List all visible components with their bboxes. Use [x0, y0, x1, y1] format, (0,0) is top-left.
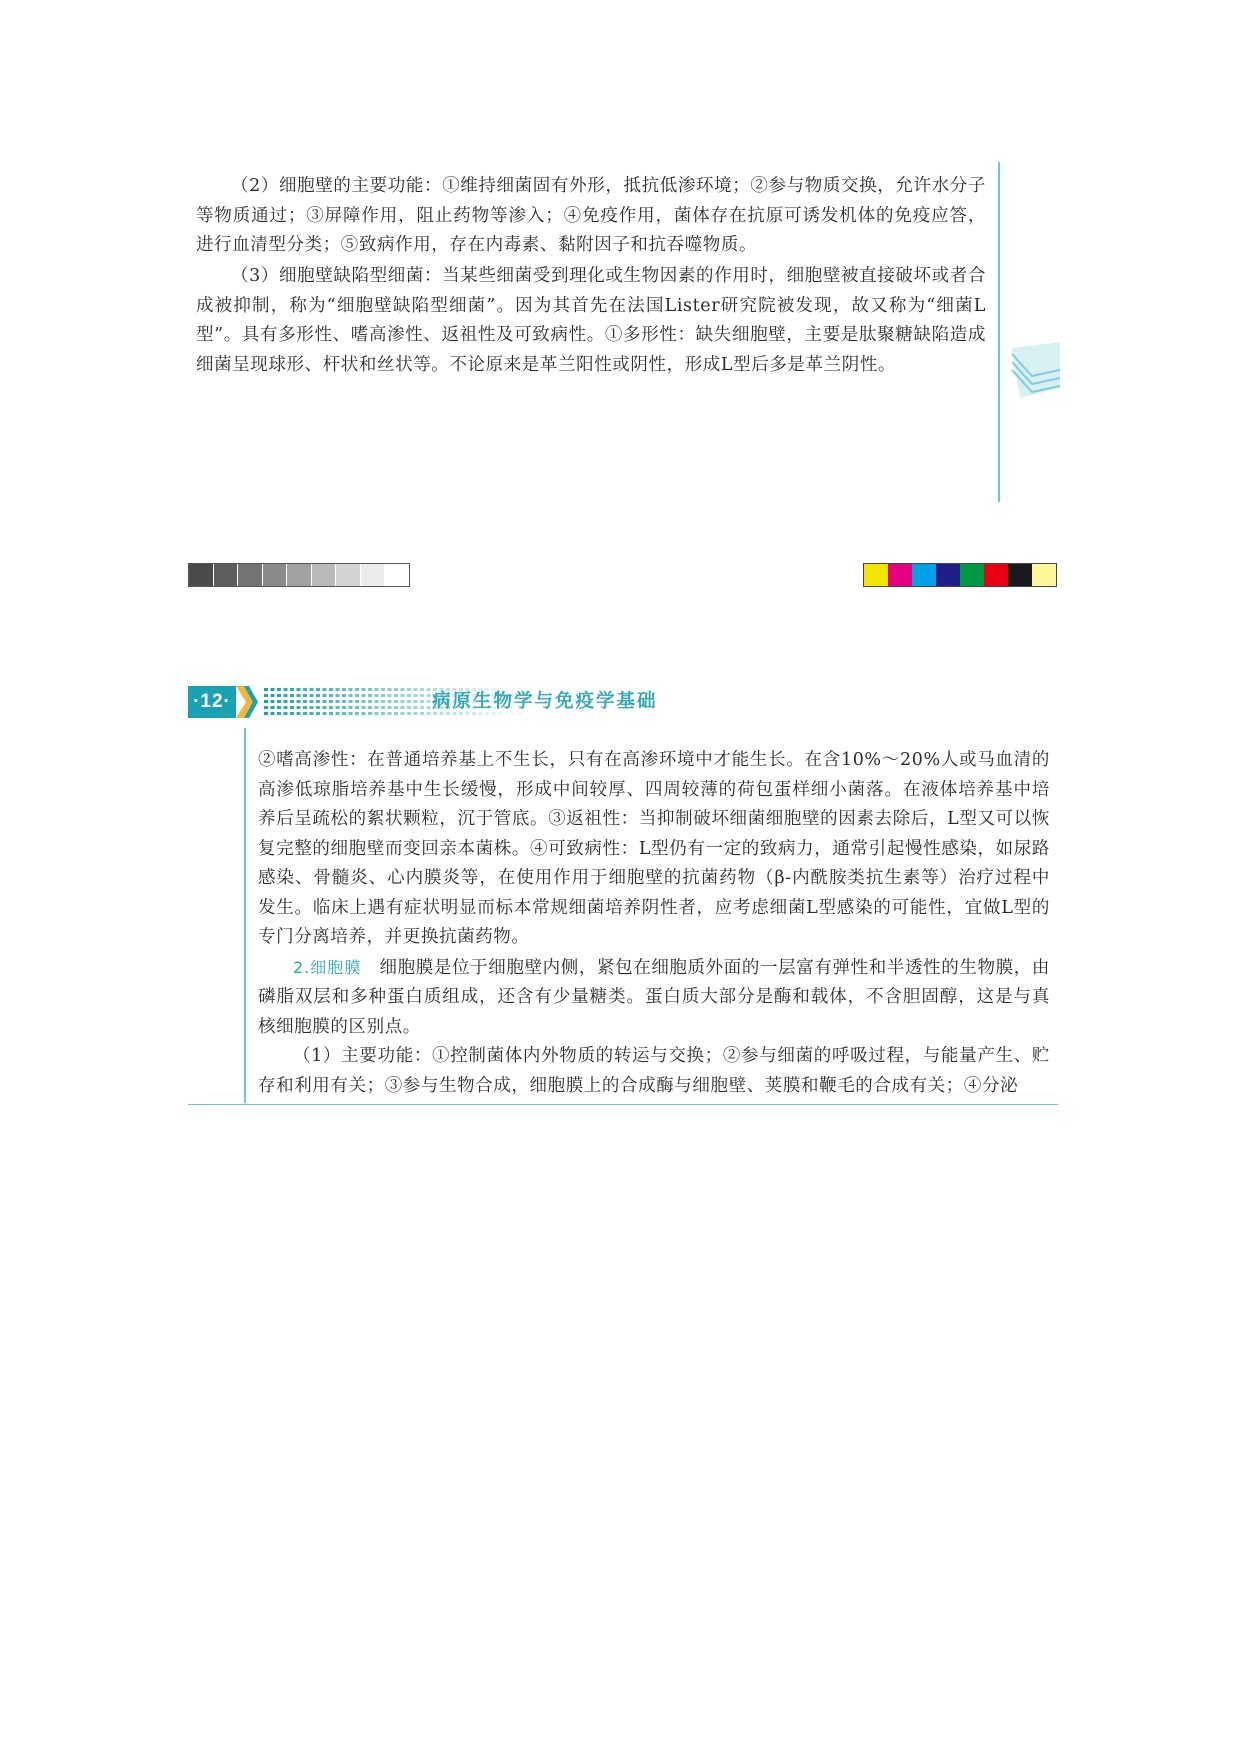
grayscale-calibration-bar — [188, 563, 410, 587]
paragraph-cell-wall-deficient-bacteria: （3）细胞壁缺陷型细菌：当某些细菌受到理化或生物因素的作用时，细胞壁被直接破坏或者合成被抑制，称为“细胞壁缺陷型细菌”。因为其首先在法国Lister研究院被发现，故又称为“细菌L型”。具有多形性、嗜高渗性、返祖性及可致病性。①多形性：缺失细胞壁，主要是肽聚糖缺陷造成细菌呈现球形、杆状和丝状等。不论原来是革兰阳性或阴性，形成L型后多是革兰阴性。 — [196, 266, 986, 375]
chevron-right-icon — [236, 686, 258, 718]
gray-swatch — [189, 564, 214, 586]
paragraph-cell-membrane — [258, 953, 1050, 1043]
page-body — [258, 746, 1050, 1104]
gray-swatch — [336, 564, 361, 586]
color-swatch — [1032, 564, 1056, 586]
gray-swatch — [312, 564, 337, 586]
page-header — [188, 682, 1058, 722]
color-swatch — [1008, 564, 1032, 586]
right-margin-rule — [998, 162, 1000, 502]
gray-swatch — [238, 564, 263, 586]
paragraph-membrane-functions: （1）主要功能：①控制菌体内外物质的转运与交换；②参与细菌的呼吸过程，与能量产生、贮存和利用有关；③参与生物合成，细胞膜上的合成酶与细胞壁、荚膜和鞭毛的合成有关；④分泌 — [258, 1046, 1050, 1096]
page-crop-line — [188, 1104, 1058, 1105]
book-title: 病原生物学与免疫学基础 — [432, 691, 658, 712]
color-swatch — [984, 564, 1008, 586]
color-swatch — [864, 564, 888, 586]
section-heading-cell-membrane: 2.细胞膜 — [293, 957, 362, 977]
gray-swatch — [361, 564, 386, 586]
color-swatch — [936, 564, 960, 586]
color-swatch — [888, 564, 912, 586]
gray-swatch — [287, 564, 312, 586]
page-number-badge: ·12· — [188, 686, 236, 718]
left-margin-rule — [244, 728, 246, 1103]
color-calibration-bar — [863, 563, 1057, 587]
gray-swatch — [385, 564, 409, 586]
paragraph-l-form-properties: ②嗜高渗性：在普通培养基上不生长，只有在高渗环境中才能生长。在含10%～20%人或马血清的高渗低琼脂培养基中生长缓慢，形成中间较厚、四周较薄的荷包蛋样细小菌落。在液体培养基中培养后呈疏松的絮状颗粒，沉于管底。③返祖性：当抑制破坏细菌细胞壁的因素去除后，L型又可以恢复完整的细胞壁而变回亲本菌株。④可致病性：L型仍有一定的致病力，通常引起慢性感染，如尿路感染、骨髓炎、心内膜炎等，在使用作用于细胞壁的抗菌药物（β-内酰胺类抗生素等）治疗过程中发生。临床上遇有症状明显而标本常规细菌培养阴性者，应考虑细菌L型感染的可能性，宜做L型的专门分离培养，并更换抗菌药物。 — [258, 750, 1050, 947]
paragraph-cell-wall-functions: （2）细胞壁的主要功能：①维持细菌固有外形，抵抗低渗环境；②参与物质交换，允许水分子等物质通过；③屏障作用，阻止药物等渗入；④免疫作用，菌体存在抗原可诱发机体的免疫应答，进行血清型分类；⑤致病作用，存在内毒素、黏附因子和抗吞噬物质。 — [196, 176, 986, 255]
page-corner-decoration-icon — [1010, 340, 1060, 400]
cell-membrane-text: 细胞膜是位于细胞壁内侧，紧包在细胞质外面的一层富有弹性和半透性的生物膜，由磷脂双层和多种蛋白质组成，还含有少量糖类。蛋白质大部分是酶和载体，不含胆固醇，这是与真核细胞膜的区别点。 — [258, 957, 1050, 1037]
gray-swatch — [214, 564, 239, 586]
color-swatch — [912, 564, 936, 586]
gray-swatch — [263, 564, 288, 586]
color-swatch — [960, 564, 984, 586]
